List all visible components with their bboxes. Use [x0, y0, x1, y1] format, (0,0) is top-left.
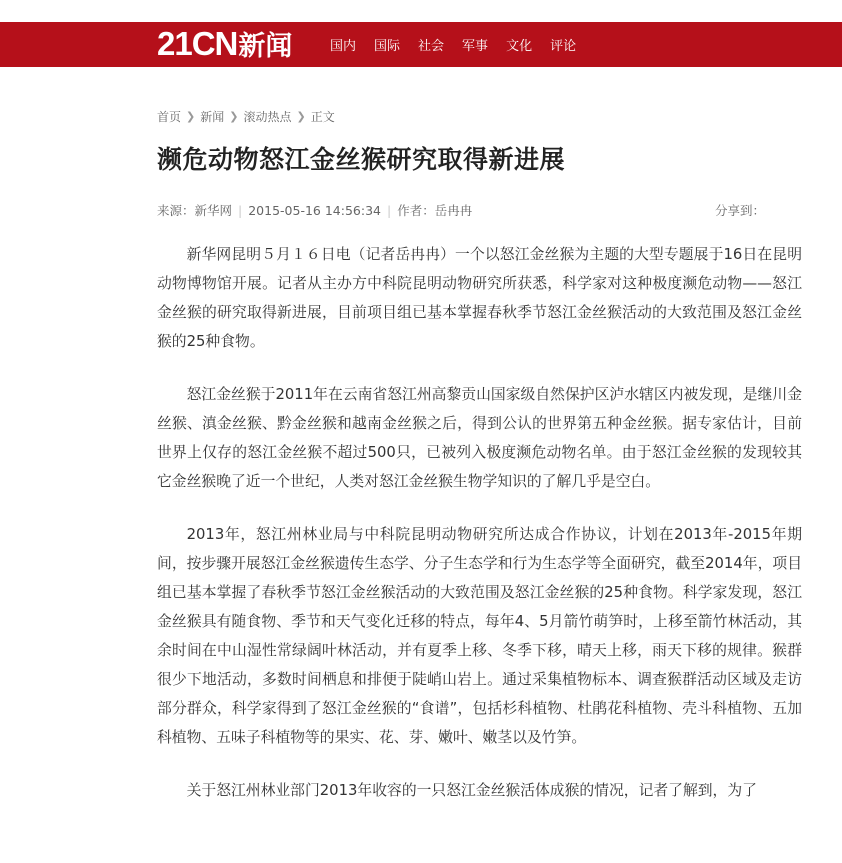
breadcrumb-news[interactable]: 新闻 [200, 110, 225, 124]
nav-item-domestic[interactable]: 国内 [330, 39, 357, 54]
chevron-right-icon: ❯ [229, 110, 239, 123]
page-title: 濒危动物怒江金丝猴研究取得新进展 [157, 145, 566, 174]
logo-text: 新闻 [238, 31, 293, 61]
meta-divider: | [238, 202, 243, 218]
article-paragraph: 2013年，怒江州林业局与中科院昆明动物研究所达成合作协议，计划在2013年-2015年期间，按步骤开展怒江金丝猴遗传生态学、分子生态学和行为生态学等全面研究，截至2014年，项目组已基本掌握了春秋季节怒江金丝猴活动的大致范围及怒江金丝猴的25种食物。科学家发现，怒江金丝猴具有随食物、季节和天气变化迁移的特点，每年4、5月箭竹萌笋时，上移至箭竹林活动，其余时间在中山湿性常绿阔叶林活动，并有夏季上移、冬季下移，晴天上移，雨天下移的规律。猴群很少下地活动，多数时间栖息和排便于陡峭山岩上。通过采集植物标本、调查猴群活动区域及走访部分群众，科学家得到了怒江金丝猴的“食谱”，包括杉科植物、杜鹃花科植物、壳斗科植物、五加科植物、五味子科植物等的果实、花、芽、嫩叶、嫩茎以及竹笋。 [157, 526, 802, 746]
breadcrumb-rolling-hot[interactable]: 滚动热点 [243, 110, 292, 124]
nav-item-military[interactable]: 军事 [462, 39, 489, 54]
article-paragraph: 关于怒江州林业部门2013年收容的一只怒江金丝猴活体成猴的情况，记者了解到，为了 [186, 782, 757, 799]
nav-item-culture[interactable]: 文化 [506, 39, 533, 54]
article-source: 来源：新华网 [157, 203, 233, 218]
nav-item-international[interactable]: 国际 [374, 39, 401, 54]
nav-item-society[interactable]: 社会 [418, 39, 445, 54]
logo-number: 21CN [157, 25, 238, 62]
article-paragraph: 怒江金丝猴于2011年在云南省怒江州高黎贡山国家级自然保护区泸水辖区内被发现，是继川金丝猴、滇金丝猴、黔金丝猴和越南金丝猴之后，得到公认的世界第五种金丝猴。据专家估计，目前世界上仅存的怒江金丝猴不超过500只，已被列入极度濒危动物名单。由于怒江金丝猴的发现较其它金丝猴晚了近一个世纪，人类对怒江金丝猴生物学知识的了解几乎是空白。 [157, 386, 802, 490]
article-body [157, 240, 802, 829]
share-label: 分享到： [715, 203, 766, 218]
breadcrumb [157, 108, 335, 125]
chevron-right-icon: ❯ [296, 110, 306, 123]
article-author: 作者：岳冉冉 [397, 203, 473, 218]
article-meta [157, 201, 802, 219]
top-margin [0, 0, 842, 22]
breadcrumb-current: 正文 [310, 110, 335, 124]
chevron-right-icon: ❯ [186, 110, 196, 123]
nav-item-comment[interactable]: 评论 [550, 39, 577, 54]
article-datetime: 2015-05-16 14:56:34 [248, 202, 381, 218]
main-nav [330, 22, 594, 67]
site-header [0, 22, 842, 67]
breadcrumb-home[interactable]: 首页 [157, 110, 182, 124]
site-logo[interactable] [157, 25, 292, 63]
article-paragraph: 新华网昆明５月１６日电（记者岳冉冉）一个以怒江金丝猴为主题的大型专题展于16日在昆明动物博物馆开展。记者从主办方中科院昆明动物研究所获悉，科学家对这种极度濒危动物——怒江金丝猴的研究取得新进展，目前项目组已基本掌握春秋季节怒江金丝猴活动的大致范围及怒江金丝猴的25种食物。 [157, 246, 802, 350]
meta-divider: | [387, 202, 392, 218]
